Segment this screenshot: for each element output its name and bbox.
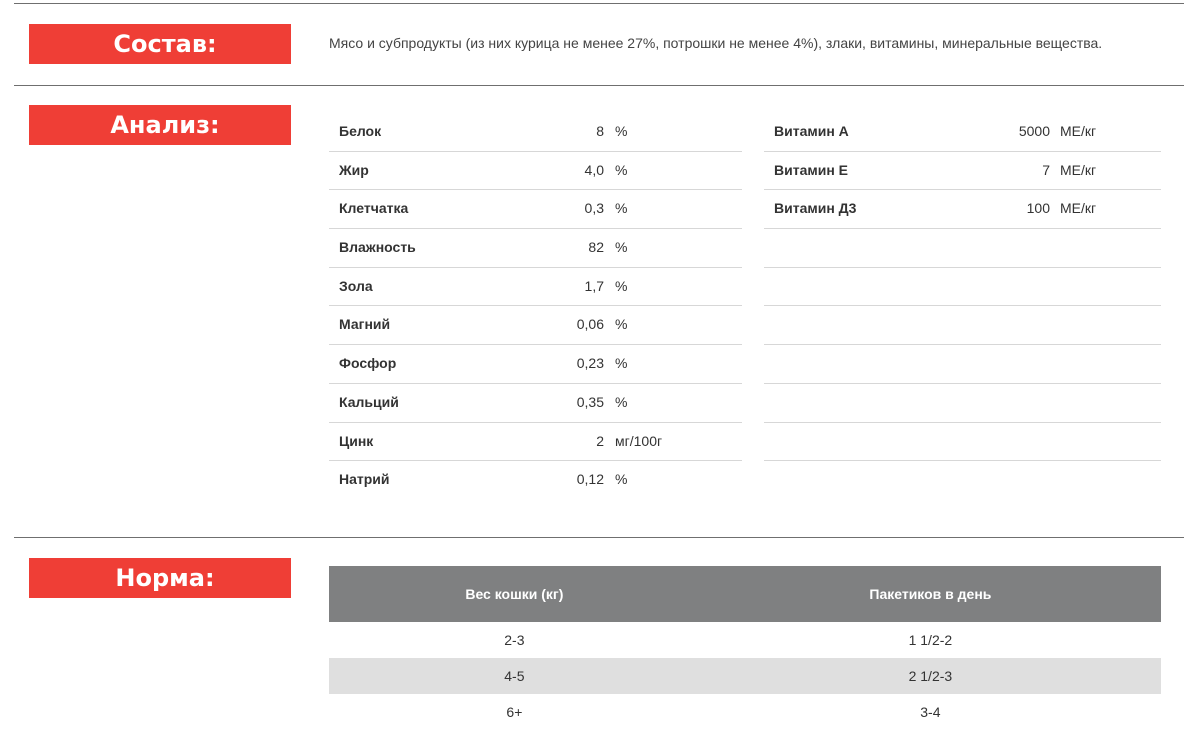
sostav-text: Мясо и субпродукты (из них курица не менее 27%, потрошки не менее 4%), злаки, витамины, минеральные вещества.	[329, 35, 1103, 51]
nutrient-unit: %	[615, 161, 628, 178]
weight-cell: 2-3	[504, 632, 525, 648]
table-row	[329, 658, 1161, 694]
analiz-row	[329, 113, 742, 152]
vitamin-unit: МЕ/кг	[1060, 161, 1097, 178]
vitamin-name: Витамин А	[774, 123, 849, 139]
vitamin-unit: МЕ/кг	[1060, 123, 1097, 139]
nutrient-name: Влажность	[339, 239, 416, 256]
analiz-row	[764, 113, 1161, 152]
analiz-row	[329, 423, 742, 462]
nutrient-name: Клетчатка	[339, 200, 409, 217]
packets-cell: 3-4	[920, 704, 941, 720]
analiz-row-empty	[764, 423, 1161, 462]
weight-cell: 6+	[506, 704, 523, 720]
vitamin-name: Витамин Е	[774, 161, 849, 178]
norma-header-row	[329, 566, 1161, 622]
nutrient-value: 1,7	[584, 277, 604, 294]
nutrient-name: Натрий	[339, 471, 390, 488]
norma-badge: Норма:	[29, 558, 291, 598]
analiz-row	[329, 229, 742, 268]
analiz-divider	[14, 537, 1184, 538]
nutrient-value: 82	[588, 239, 604, 256]
nutrient-value: 0,23	[576, 355, 604, 372]
nutrient-name: Зола	[339, 277, 373, 294]
analiz-row-empty	[764, 229, 1161, 268]
sostav-badge: Состав:	[29, 24, 291, 64]
vitamin-value: 5000	[1018, 123, 1050, 139]
analiz-row	[329, 461, 742, 500]
nutrient-unit: %	[615, 355, 628, 372]
analiz-row-empty	[764, 345, 1161, 384]
nutrient-value: 0,3	[584, 200, 604, 217]
nutrient-value: 0,06	[576, 316, 604, 333]
nutrient-value: 0,35	[576, 393, 604, 410]
nutrient-unit: мг/100г	[615, 432, 663, 449]
norma-table	[329, 566, 1161, 730]
nutrient-unit: %	[615, 277, 628, 294]
top-divider	[14, 3, 1184, 4]
nutrient-unit: %	[615, 123, 628, 139]
analiz-row	[329, 384, 742, 423]
nutrient-name: Магний	[339, 316, 391, 333]
nutrient-name: Фосфор	[339, 355, 397, 372]
weight-cell: 4-5	[329, 658, 700, 694]
table-row	[329, 622, 1161, 658]
nutrient-name: Белок	[339, 123, 382, 139]
vitamin-value: 100	[1026, 200, 1050, 217]
nutrient-unit: %	[615, 200, 628, 217]
nutrient-unit: %	[615, 239, 628, 256]
analiz-row	[764, 152, 1161, 191]
nutrient-value: 2	[596, 432, 604, 449]
nutrient-name: Цинк	[339, 432, 374, 449]
analiz-left-column	[329, 113, 742, 500]
nutrient-value: 4,0	[584, 161, 604, 178]
analiz-row	[764, 190, 1161, 229]
nutrient-unit: %	[615, 471, 628, 488]
analiz-row	[329, 345, 742, 384]
analiz-right-column	[764, 113, 1161, 461]
analiz-row	[329, 152, 742, 191]
analiz-badge: Анализ:	[29, 105, 291, 145]
analiz-row	[329, 268, 742, 307]
vitamin-unit: МЕ/кг	[1060, 200, 1097, 217]
packets-cell: 2 1/2-3	[700, 658, 1161, 694]
vitamin-value: 7	[1042, 161, 1050, 178]
analiz-row-empty	[764, 306, 1161, 345]
packets-cell: 1 1/2-2	[908, 632, 953, 648]
nutrient-value: 0,12	[576, 471, 604, 488]
table-row	[329, 694, 1161, 730]
sostav-divider	[14, 85, 1184, 86]
analiz-row	[329, 190, 742, 229]
nutrient-unit: %	[615, 316, 628, 333]
analiz-row-empty	[764, 384, 1161, 423]
nutrient-unit: %	[615, 393, 628, 410]
analiz-row	[329, 306, 742, 345]
header-packets: Пакетиков в день	[700, 566, 1161, 622]
nutrient-value: 8	[596, 123, 604, 139]
header-weight: Вес кошки (кг)	[329, 566, 700, 622]
nutrient-name: Кальций	[339, 393, 399, 410]
analiz-row-empty	[764, 268, 1161, 307]
vitamin-name: Витамин Д3	[774, 200, 857, 217]
nutrient-name: Жир	[339, 161, 369, 178]
